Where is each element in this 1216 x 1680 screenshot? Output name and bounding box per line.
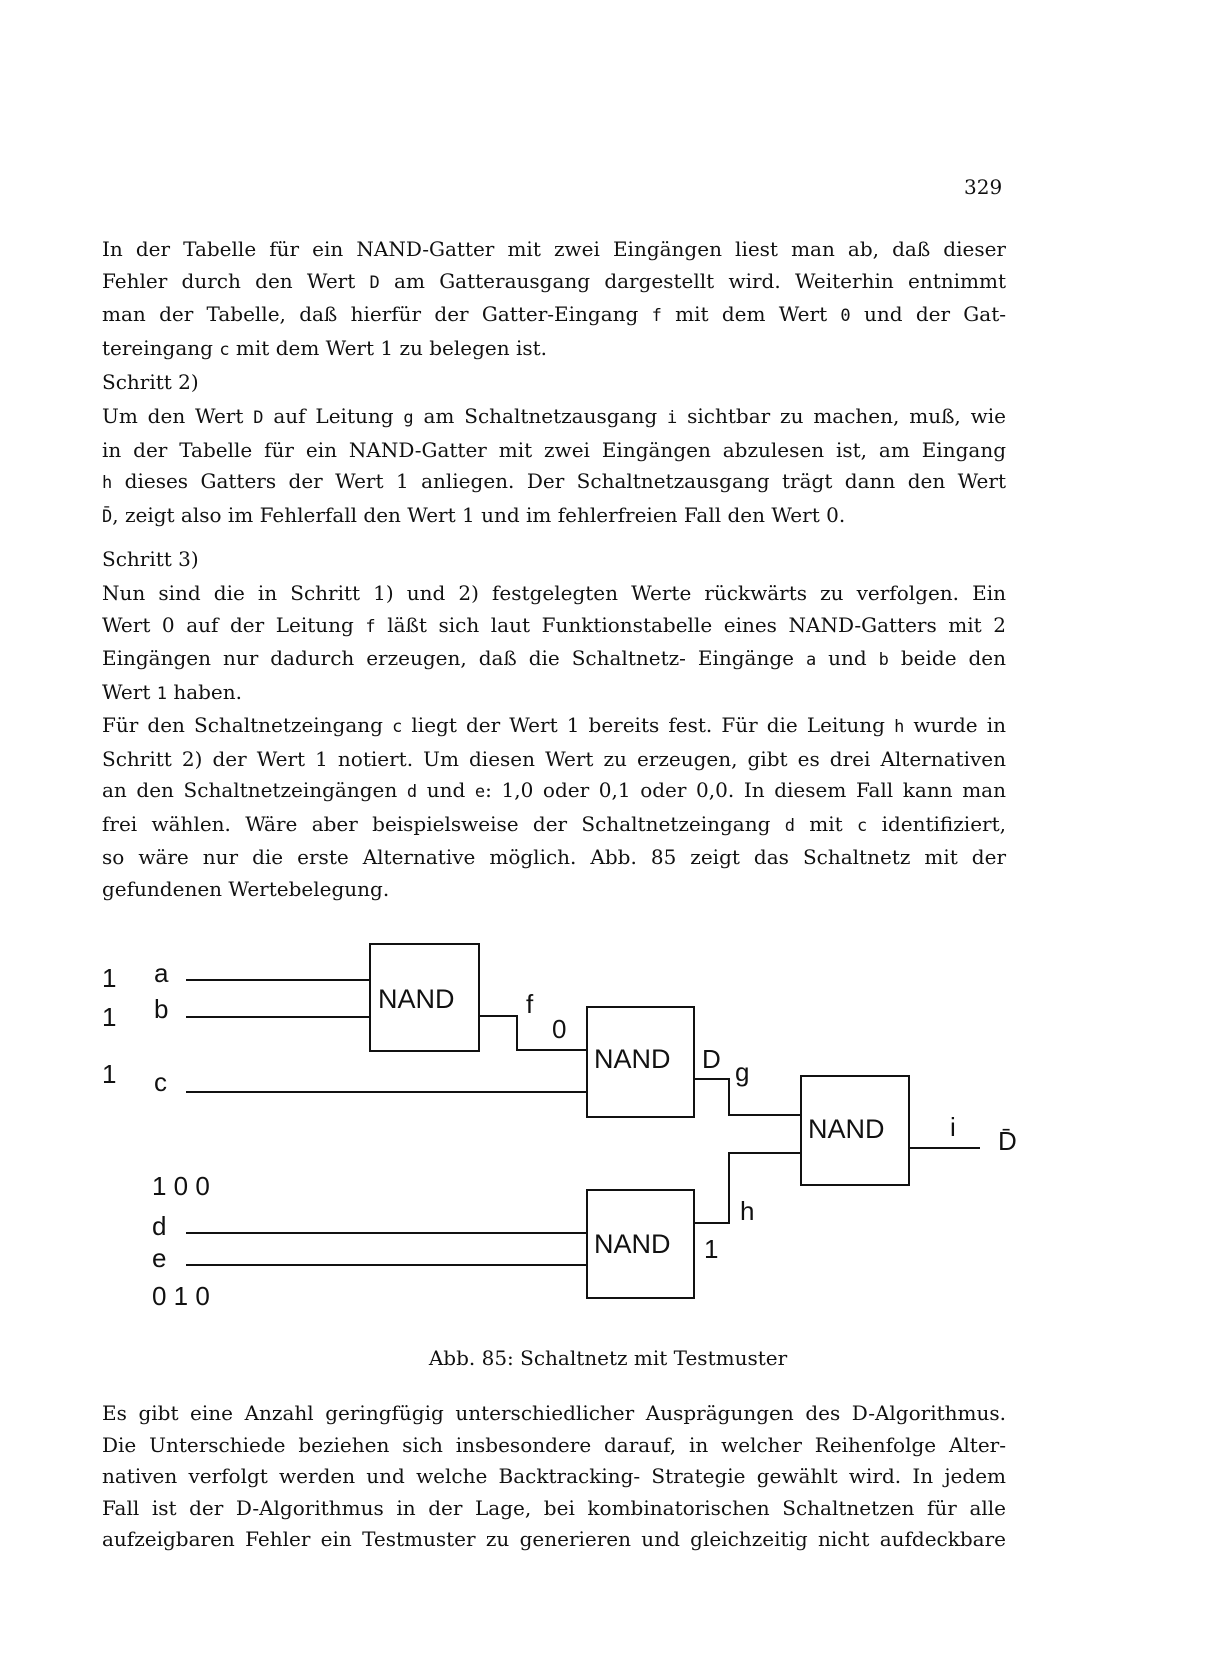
input-b-value: 1 — [102, 1002, 117, 1032]
text-line: D̄, zeigt also im Fehlerfall den Wert 1 und im fehlerfreien Fall den Wert 0. — [102, 502, 846, 527]
text-line: Eingängen nur dadurch erzeugen, daß die Schaltnetz- Eingänge a und b beide den — [102, 646, 1006, 670]
text-line: frei wählen. Wäre aber beispielsweise der Schaltnetzeingang d mit c identifiziert, — [102, 811, 1006, 836]
text-line: Um den Wert D auf Leitung g am Schaltnetzausgang i sichtbar zu machen, muß, wie — [102, 404, 1006, 428]
figure-caption: Abb. 85: Schaltnetz mit Testmuster — [428, 1346, 788, 1370]
input-b-label: b — [154, 994, 169, 1024]
text-line: Nun sind die in Schritt 1) und 2) festgelegten Werte rückwärts zu verfolgen. Ein — [102, 581, 1006, 605]
step-3-heading: Schritt 3) — [102, 547, 199, 571]
step-2-heading: Schritt 2) — [102, 370, 199, 394]
text-line: Für den Schaltnetzeingang c liegt der Wert 1 bereits fest. Für die Leitung h wurde in — [102, 713, 1006, 737]
nand-gate-1-label: NAND — [378, 984, 455, 1014]
nand-gate-3-label: NAND — [808, 1114, 885, 1144]
input-d-label: d — [152, 1211, 167, 1241]
input-c-label: c — [154, 1067, 167, 1097]
text-line: Wert 1 haben. — [102, 679, 243, 704]
text-line: so wäre nur die erste Alternative möglich. Abb. 85 zeigt das Schaltnetz mit der — [102, 845, 1006, 869]
input-c-value: 1 — [102, 1059, 117, 1089]
nand-gate-4-label: NAND — [594, 1229, 671, 1259]
line-g-label: g — [735, 1057, 750, 1087]
text-line: nativen verfolgt werden und welche Backtracking- Strategie gewählt wird. In jedem — [102, 1464, 1006, 1488]
wire-f — [479, 1016, 587, 1050]
nand-gate-2-label: NAND — [594, 1044, 671, 1074]
text-line: gefundenen Wertebelegung. — [102, 876, 390, 901]
line-h-value: 1 — [704, 1234, 719, 1264]
text-line: Fall ist der D-Algorithmus in der Lage, bei kombinatorischen Schaltnetzen für alle — [102, 1495, 1006, 1520]
text-line: tereingang c mit dem Wert 1 zu belegen ist. — [102, 335, 548, 360]
input-a-label: a — [154, 958, 169, 988]
text-line: Wert 0 auf der Leitung f läßt sich laut Funktionstabelle eines NAND-Gatters mit 2 — [102, 612, 1006, 637]
paragraph-conclusion — [102, 1398, 1006, 1556]
line-i-label: i — [950, 1112, 956, 1142]
text-line: h dieses Gatters der Wert 1 anliegen. Der Schaltnetzausgang trägt dann den Wert — [102, 469, 1006, 493]
line-h-label: h — [740, 1196, 755, 1226]
text-line: In der Tabelle für ein NAND-Gatter mit zwei Eingängen liest man ab, daß dieser — [102, 237, 1006, 261]
page-number: 329 — [964, 175, 1003, 199]
line-g-value: D — [702, 1044, 721, 1074]
line-f-label: f — [526, 989, 534, 1019]
text-line: in der Tabelle für ein NAND-Gatter mit zwei Eingängen abzulesen ist, am Eingang — [102, 437, 1006, 462]
output-value: D̄ — [998, 1126, 1017, 1156]
input-e-test-values: 0 1 0 — [152, 1281, 210, 1311]
text-line: an den Schaltnetzeingängen d und e: 1,0 oder 0,1 oder 0,0. In diesem Fall kann man — [102, 778, 1006, 802]
line-f-value: 0 — [552, 1014, 567, 1044]
text-line: Schritt 2) der Wert 1 notiert. Um diesen Wert zu erzeugen, gibt es drei Alternativen — [102, 746, 1006, 771]
text-line: Die Unterschiede beziehen sich insbesondere darauf, in welcher Reihenfolge Alter- — [102, 1432, 1006, 1457]
input-a-value: 1 — [102, 963, 117, 993]
text-line: man der Tabelle, daß hierfür der Gatter-Eingang f mit dem Wert 0 und der Gat- — [102, 302, 1007, 326]
text-line: Fehler durch den Wert D am Gatterausgang dargestellt wird. Weiterhin entnimmt — [102, 268, 1006, 293]
text-line: aufzeigbaren Fehler ein Testmuster zu generieren und gleichzeitig nicht aufdeckbare — [102, 1527, 1006, 1551]
input-e-label: e — [152, 1243, 167, 1273]
input-d-test-values: 1 0 0 — [152, 1171, 210, 1201]
text-line: Es gibt eine Anzahl geringfügig unterschiedlicher Ausprägungen des D-Algorithmus. — [102, 1401, 1006, 1425]
